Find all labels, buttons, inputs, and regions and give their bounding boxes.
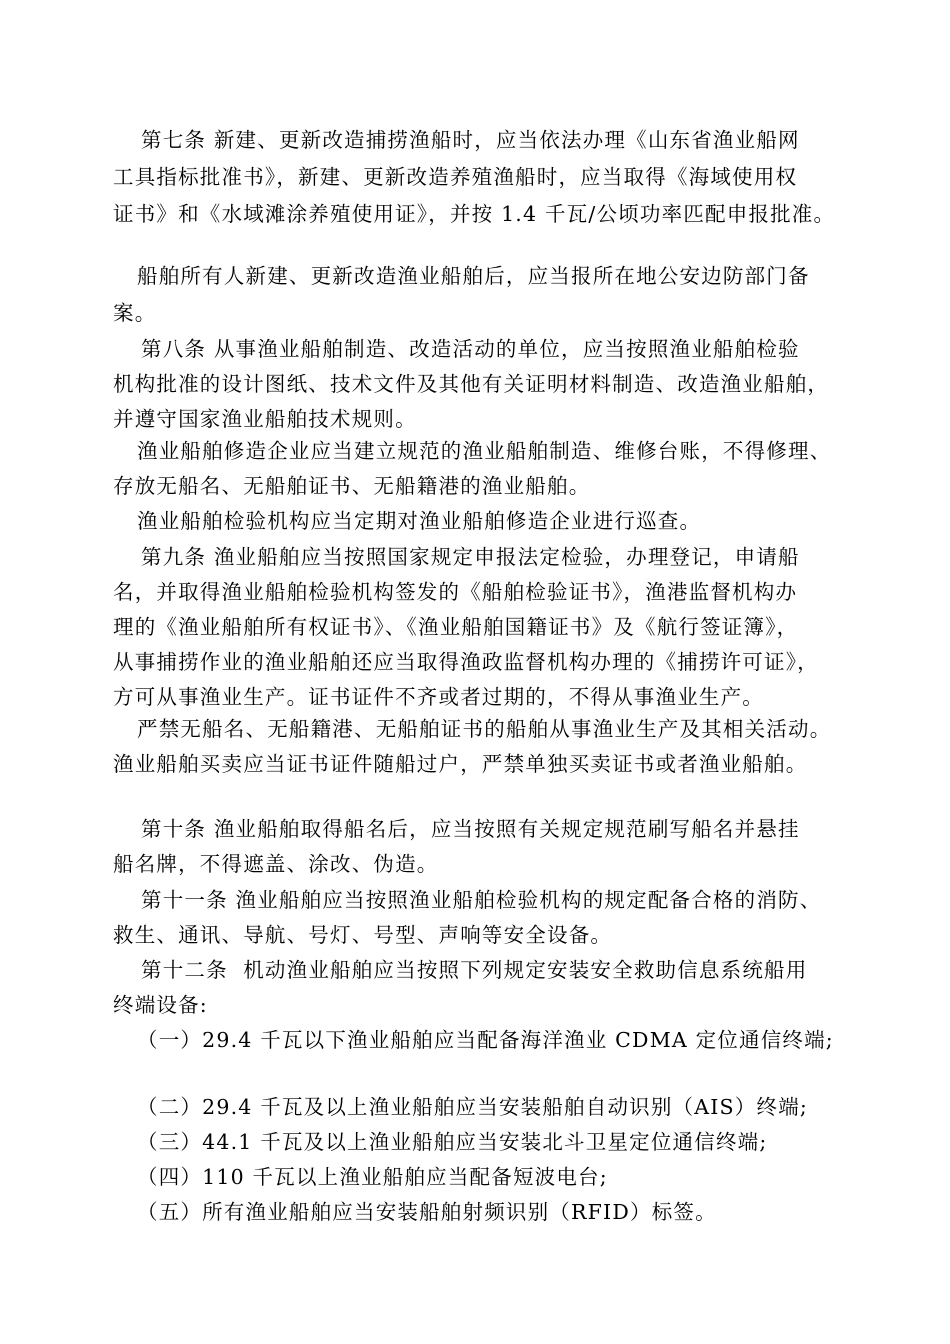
text-line: 工具指标批准书》，新建、更新改造养殖渔船时，应当取得《海域使用权 xyxy=(113,165,798,189)
text-line: 渔业船舶检验机构应当定期对渔业船舶修造企业进行巡查。 xyxy=(137,509,702,533)
text-line: 存放无船名、无船舶证书、无船籍港的渔业船舶。 xyxy=(113,474,591,498)
text-line: 第十一条 渔业船舶应当按照渔业船舶检验机构的规定配备合格的消防、 xyxy=(141,888,822,912)
text-line: 理的《渔业船舶所有权证书》、《渔业船舶国籍证书》及《航行签证簿》， xyxy=(113,615,799,639)
text-line: 船舶所有人新建、更新改造渔业船舶后，应当报所在地公安边防部门备 xyxy=(137,264,810,288)
text-line: （四）110 千瓦以上渔业船舶应当配备短波电台; xyxy=(137,1165,608,1189)
text-line: 机构批准的设计图纸、技术文件及其他有关证明材料制造、改造渔业船舶， xyxy=(113,372,830,396)
text-line: 证书》和《水域滩涂养殖使用证》，并按 1.4 千瓦/公顷功率匹配申报批准。 xyxy=(113,202,836,226)
text-line: 船名牌，不得遮盖、涂改、伪造。 xyxy=(113,852,439,876)
text-line: 第九条 渔业船舶应当按照国家规定申报法定检验，办理登记，申请船 xyxy=(141,545,800,569)
text-line: 第七条 新建、更新改造捕捞渔船时，应当依法办理《山东省渔业船网 xyxy=(141,128,800,152)
text-line: 终端设备: xyxy=(113,993,208,1017)
text-line: 严禁无船名、无船籍港、无船舶证书的船舶从事渔业生产及其相关活动。 xyxy=(137,717,832,741)
text-line: 案。 xyxy=(113,301,157,325)
text-line: 第八条 从事渔业船舶制造、改造活动的单位，应当按照渔业船舶检验 xyxy=(141,337,800,361)
text-line: 渔业船舶买卖应当证书证件随船过户，严禁单独买卖证书或者渔业船舶。 xyxy=(113,752,808,776)
text-line: （一）29.4 千瓦以下渔业船舶应当配备海洋渔业 CDMA 定位通信终端; xyxy=(137,1028,834,1052)
text-line: （三）44.1 千瓦及以上渔业船舶应当安装北斗卫星定位通信终端; xyxy=(137,1130,768,1154)
text-line: 救生、通讯、导航、号灯、号型、声响等安全设备。 xyxy=(113,923,613,947)
text-line: 第十条 渔业船舶取得船名后，应当按照有关规定规范刷写船名并悬挂 xyxy=(141,817,800,841)
text-line: （二）29.4 千瓦及以上渔业船舶应当安装船舶自动识别（AIS）终端; xyxy=(137,1095,809,1119)
text-line: 第十二条 机动渔业船舶应当按照下列规定安装安全救助信息系统船用 xyxy=(141,958,808,982)
text-line: 并遵守国家渔业船舶技术规则。 xyxy=(113,407,417,431)
text-line: 渔业船舶修造企业应当建立规范的渔业船舶制造、维修台账，不得修理、 xyxy=(137,439,832,463)
text-line: （五）所有渔业船舶应当安装船舶射频识别（RFID）标签。 xyxy=(137,1200,717,1224)
text-line: 方可从事渔业生产。证书证件不齐或者过期的，不得从事渔业生产。 xyxy=(113,685,764,709)
text-line: 从事捕捞作业的渔业船舶还应当取得渔政监督机构办理的《捕捞许可证》， xyxy=(113,650,819,674)
text-line: 名，并取得渔业船舶检验机构签发的《船舶检验证书》，渔港监督机构办 xyxy=(113,580,798,604)
